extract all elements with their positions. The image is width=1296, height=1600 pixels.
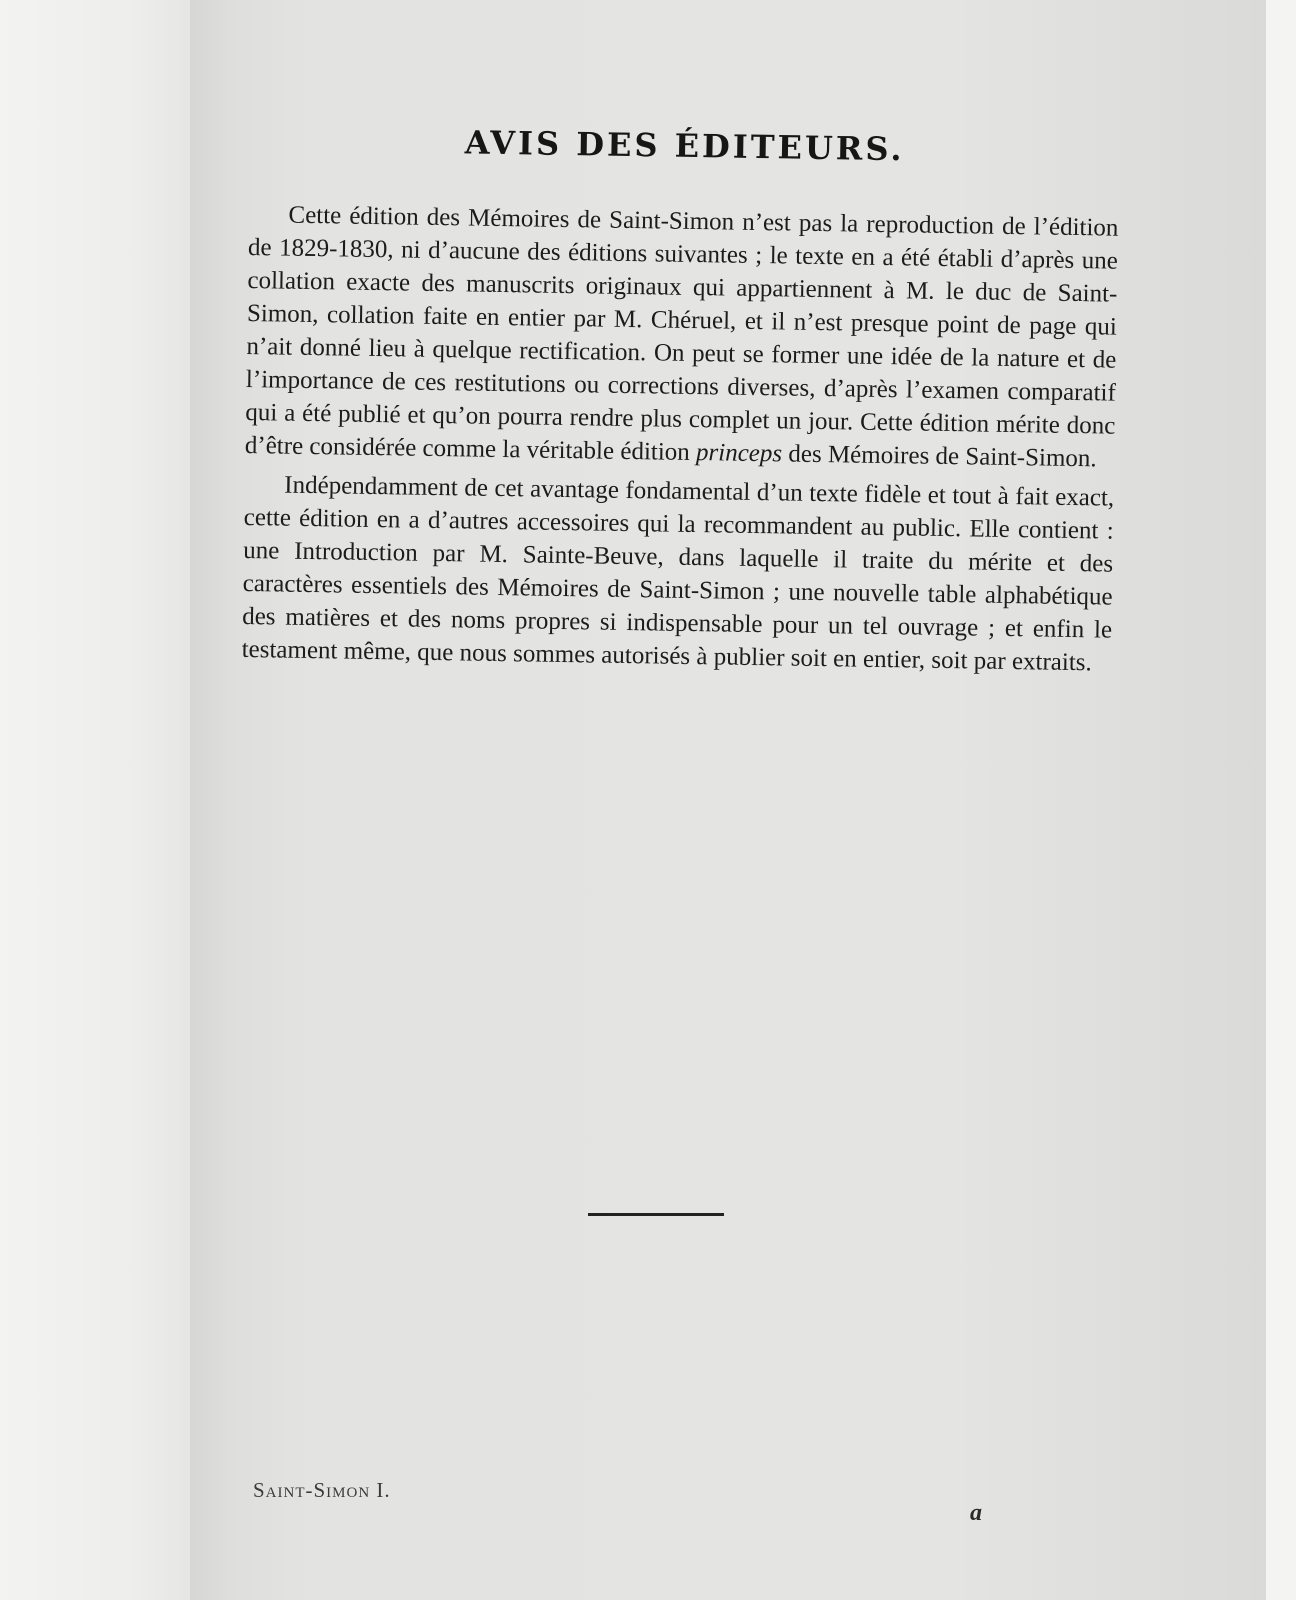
paragraph-1-text: Cette édition des Mémoires de Saint-Simon n’est pas la reproduction de l’édition de 1829-1830, ni d’aucune des éditions suivantes ; le texte en a été établi d’après une collation exacte des manuscrits originaux qui appartiennent à M. le duc de Saint-Simon, collation faite en entier par M. Chéruel, et il n’est presque point de page qui n’ait donné lieu à quelque rectification. On peut se former une idée de la nature et de l’importance de ces restitutions ou corrections diverses, d’après l’examen comparatif qui a été publié et qu’on pourra rendre plus complet un jour. Cette édition mérite donc d’être considérée comme la véritable édition [244,201,1119,467]
page-text [241,120,1120,686]
page-title: AVIS DES ÉDITEURS. [464,123,905,169]
paragraph-1 [245,198,1119,476]
italic-word: princeps [695,439,783,468]
paragraph-2: Indépendamment de cet avantage fondamental d’un texte fidèle et tout à fait exact, cette édition en a d’autres accessoires qui la recommandent au public. Elle contient : une Introduction par M. Sainte-Beuve, dans laquelle il traite du mérite et des caractères essentiels des Mémoires de Saint-Simon ; une nouvelle table alphabétique des matières et des noms propres si indispensable pour un tel ouvrage ; et enfin le testament même, que nous sommes autorisés à publier soit en entier, soit par extraits. [241,471,1115,677]
paragraph-1-end: des Mémoires de Saint-Simon. [781,440,1097,473]
divider-rule [588,1213,724,1216]
page-edge [1266,0,1296,1600]
signature-mark: Saint-Simon I. [253,1478,391,1502]
sheet-signature-letter: a [970,1500,982,1526]
